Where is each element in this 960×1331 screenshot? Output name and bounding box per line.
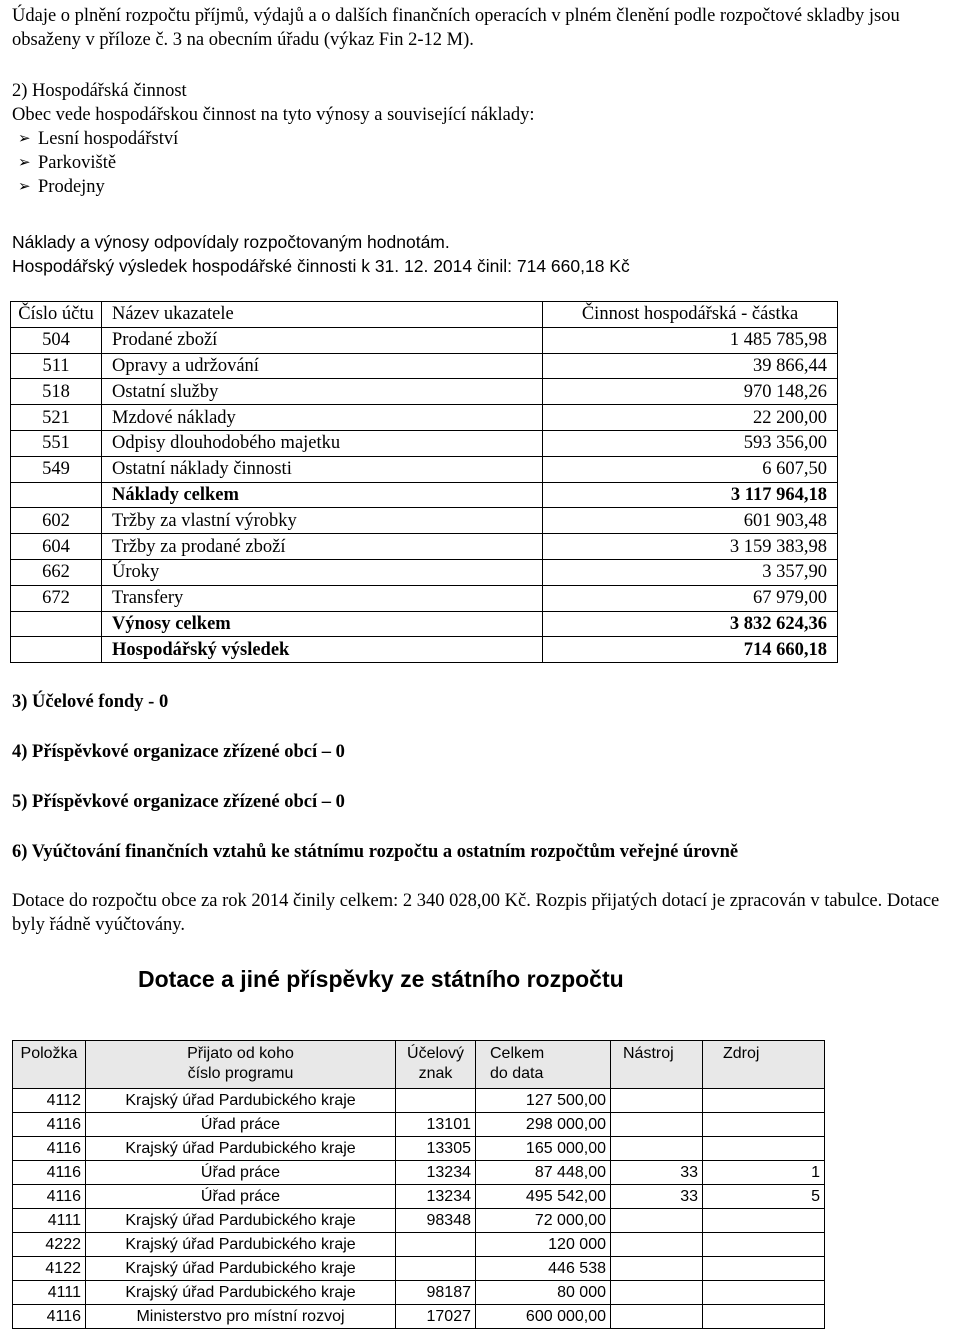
fund-source-cell bbox=[703, 1281, 825, 1305]
table-row bbox=[13, 1305, 825, 1329]
amount-cell: 970 148,26 bbox=[543, 379, 838, 405]
account-number-cell: 604 bbox=[11, 534, 102, 560]
fund-source-cell bbox=[703, 1209, 825, 1233]
indicator-name-cell: Transfery bbox=[102, 585, 543, 611]
amount-cell: 714 660,18 bbox=[543, 637, 838, 663]
purpose-code-cell: 13101 bbox=[396, 1113, 476, 1137]
purpose-code-cell: 13234 bbox=[396, 1161, 476, 1185]
indicator-name-cell: Ostatní náklady činnosti bbox=[102, 456, 543, 482]
section-3-heading: 3) Účelové fondy - 0 bbox=[12, 692, 169, 712]
note-result: Hospodářský výsledek hospodářské činnosti k 31. 12. 2014 činil: 714 660,18 Kč bbox=[12, 256, 630, 276]
amount-cell: 1 485 785,98 bbox=[543, 327, 838, 353]
amount-cell: 22 200,00 bbox=[543, 405, 838, 431]
table-row bbox=[11, 508, 838, 534]
instrument-cell bbox=[611, 1233, 703, 1257]
instrument-cell bbox=[611, 1257, 703, 1281]
subsidies-title: Dotace a jiné příspěvky ze státního rozpočtu bbox=[138, 966, 624, 992]
fund-source-cell bbox=[703, 1305, 825, 1329]
table-row bbox=[13, 1281, 825, 1305]
subsidies-paragraph: Dotace do rozpočtu obce za rok 2014 činily celkem: 2 340 028,00 Kč. Rozpis přijatých dotací je zpracován v tabulce. Dotace byly řádně vyúčtovány. bbox=[12, 891, 940, 935]
source-cell: Ministerstvo pro místní rozvoj bbox=[86, 1305, 396, 1329]
source-cell: Krajský úřad Pardubického kraje bbox=[86, 1137, 396, 1161]
table-row bbox=[13, 1089, 825, 1113]
indicator-name-cell: Odpisy dlouhodobého majetku bbox=[102, 430, 543, 456]
total-cell: 120 000 bbox=[476, 1233, 611, 1257]
activity-list bbox=[18, 127, 178, 199]
table-row bbox=[11, 353, 838, 379]
indicator-name-cell: Ostatní služby bbox=[102, 379, 543, 405]
header-celkem: Celkem do data bbox=[476, 1041, 611, 1089]
intro-paragraph: Údaje o plnění rozpočtu příjmů, výdajů a o dalších finančních operacích v plném členění podle rozpočtové skladby jsou obsaženy v příloze č. 3 na obecním úřadu (výkaz Fin 2-12 M). bbox=[12, 6, 900, 50]
purpose-code-cell: 13234 bbox=[396, 1185, 476, 1209]
header-account-number: Číslo účtu bbox=[11, 302, 102, 328]
source-cell: Úřad práce bbox=[86, 1161, 396, 1185]
subsidies-table bbox=[12, 1040, 825, 1329]
source-cell: Úřad práce bbox=[86, 1185, 396, 1209]
source-cell: Krajský úřad Pardubického kraje bbox=[86, 1233, 396, 1257]
table-header-row bbox=[11, 302, 838, 328]
header-amount: Činnost hospodářská - částka bbox=[543, 302, 838, 328]
instrument-cell bbox=[611, 1305, 703, 1329]
account-number-cell: 504 bbox=[11, 327, 102, 353]
amount-cell: 3 159 383,98 bbox=[543, 534, 838, 560]
source-cell: Krajský úřad Pardubického kraje bbox=[86, 1281, 396, 1305]
purpose-code-cell bbox=[396, 1233, 476, 1257]
section-6-heading: 6) Vyúčtování finančních vztahů ke státnímu rozpočtu a ostatním rozpočtům veřejné úrovně bbox=[12, 842, 739, 862]
amount-cell: 3 117 964,18 bbox=[543, 482, 838, 508]
table-row bbox=[11, 637, 838, 663]
arrow-bullet-icon: ➢ bbox=[18, 131, 31, 147]
account-number-cell bbox=[11, 637, 102, 663]
instrument-cell bbox=[611, 1137, 703, 1161]
instrument-cell bbox=[611, 1209, 703, 1233]
instrument-cell bbox=[611, 1089, 703, 1113]
instrument-cell bbox=[611, 1281, 703, 1305]
indicator-name-cell: Mzdové náklady bbox=[102, 405, 543, 431]
account-number-cell: 662 bbox=[11, 559, 102, 585]
total-cell: 80 000 bbox=[476, 1281, 611, 1305]
section-5-heading: 5) Příspěvkové organizace zřízené obcí – 0 bbox=[12, 792, 345, 812]
arrow-bullet-icon: ➢ bbox=[18, 155, 31, 171]
amount-cell: 593 356,00 bbox=[543, 430, 838, 456]
instrument-cell: 33 bbox=[611, 1185, 703, 1209]
header-ucelovy-znak: Účelový znak bbox=[396, 1041, 476, 1089]
polozka-cell: 4116 bbox=[13, 1113, 86, 1137]
table-row bbox=[13, 1161, 825, 1185]
table-row bbox=[11, 379, 838, 405]
purpose-code-cell: 13305 bbox=[396, 1137, 476, 1161]
table-row bbox=[13, 1233, 825, 1257]
section-4-heading: 4) Příspěvkové organizace zřízené obcí – 0 bbox=[12, 742, 345, 762]
section-2-lead: Obec vede hospodářskou činnost na tyto výnosy a související náklady: bbox=[12, 105, 535, 125]
indicator-name-cell: Náklady celkem bbox=[102, 482, 543, 508]
account-number-cell: 518 bbox=[11, 379, 102, 405]
table-row bbox=[11, 405, 838, 431]
header-zdroj: Zdroj bbox=[703, 1041, 825, 1089]
arrow-bullet-icon: ➢ bbox=[18, 179, 31, 195]
total-cell: 72 000,00 bbox=[476, 1209, 611, 1233]
total-cell: 495 542,00 bbox=[476, 1185, 611, 1209]
instrument-cell bbox=[611, 1113, 703, 1137]
table-row bbox=[11, 559, 838, 585]
amount-cell: 601 903,48 bbox=[543, 508, 838, 534]
total-cell: 87 448,00 bbox=[476, 1161, 611, 1185]
indicator-name-cell: Úroky bbox=[102, 559, 543, 585]
table-row bbox=[11, 482, 838, 508]
polozka-cell: 4222 bbox=[13, 1233, 86, 1257]
header-polozka: Položka bbox=[13, 1041, 86, 1089]
instrument-cell: 33 bbox=[611, 1161, 703, 1185]
total-cell: 446 538 bbox=[476, 1257, 611, 1281]
amount-cell: 3 832 624,36 bbox=[543, 611, 838, 637]
indicator-name-cell: Tržby za prodané zboží bbox=[102, 534, 543, 560]
account-number-cell: 521 bbox=[11, 405, 102, 431]
polozka-cell: 4116 bbox=[13, 1137, 86, 1161]
fund-source-cell bbox=[703, 1257, 825, 1281]
table-row bbox=[13, 1257, 825, 1281]
account-number-cell: 549 bbox=[11, 456, 102, 482]
amount-cell: 3 357,90 bbox=[543, 559, 838, 585]
list-item: ➢ Parkoviště bbox=[18, 153, 117, 173]
fund-source-cell bbox=[703, 1113, 825, 1137]
economic-activity-table bbox=[10, 301, 838, 663]
account-number-cell: 602 bbox=[11, 508, 102, 534]
purpose-code-cell: 98187 bbox=[396, 1281, 476, 1305]
section-2 bbox=[12, 79, 535, 127]
table-header-row bbox=[13, 1041, 825, 1089]
account-number-cell bbox=[11, 611, 102, 637]
account-number-cell: 672 bbox=[11, 585, 102, 611]
table-row bbox=[13, 1185, 825, 1209]
fund-source-cell: 1 bbox=[703, 1161, 825, 1185]
list-item: ➢ Prodejny bbox=[18, 177, 105, 197]
header-indicator-name: Název ukazatele bbox=[102, 302, 543, 328]
table-row bbox=[11, 430, 838, 456]
section-2-notes bbox=[12, 230, 630, 278]
table-row bbox=[11, 456, 838, 482]
purpose-code-cell bbox=[396, 1089, 476, 1113]
indicator-name-cell: Tržby za vlastní výrobky bbox=[102, 508, 543, 534]
table-row bbox=[13, 1137, 825, 1161]
table-row bbox=[11, 611, 838, 637]
purpose-code-cell bbox=[396, 1257, 476, 1281]
indicator-name-cell: Opravy a udržování bbox=[102, 353, 543, 379]
indicator-name-cell: Výnosy celkem bbox=[102, 611, 543, 637]
indicator-name-cell: Prodané zboží bbox=[102, 327, 543, 353]
polozka-cell: 4111 bbox=[13, 1209, 86, 1233]
table-row bbox=[11, 585, 838, 611]
polozka-cell: 4112 bbox=[13, 1089, 86, 1113]
account-number-cell bbox=[11, 482, 102, 508]
source-cell: Krajský úřad Pardubického kraje bbox=[86, 1257, 396, 1281]
total-cell: 298 000,00 bbox=[476, 1113, 611, 1137]
polozka-cell: 4116 bbox=[13, 1305, 86, 1329]
table-row bbox=[11, 534, 838, 560]
indicator-name-cell: Hospodářský výsledek bbox=[102, 637, 543, 663]
fund-source-cell: 5 bbox=[703, 1185, 825, 1209]
polozka-cell: 4116 bbox=[13, 1185, 86, 1209]
header-prijato: Přijato od koho číslo programu bbox=[86, 1041, 396, 1089]
purpose-code-cell: 17027 bbox=[396, 1305, 476, 1329]
fund-source-cell bbox=[703, 1089, 825, 1113]
section-2-heading: 2) Hospodářská činnost bbox=[12, 81, 187, 101]
source-cell: Krajský úřad Pardubického kraje bbox=[86, 1209, 396, 1233]
table-row bbox=[11, 327, 838, 353]
polozka-cell: 4111 bbox=[13, 1281, 86, 1305]
fund-source-cell bbox=[703, 1233, 825, 1257]
list-item: ➢ Lesní hospodářství bbox=[18, 129, 179, 149]
account-number-cell: 551 bbox=[11, 430, 102, 456]
fund-source-cell bbox=[703, 1137, 825, 1161]
table-row bbox=[13, 1209, 825, 1233]
total-cell: 600 000,00 bbox=[476, 1305, 611, 1329]
source-cell: Krajský úřad Pardubického kraje bbox=[86, 1089, 396, 1113]
note-budget: Náklady a výnosy odpovídaly rozpočtovaným hodnotám. bbox=[12, 232, 450, 252]
purpose-code-cell: 98348 bbox=[396, 1209, 476, 1233]
amount-cell: 6 607,50 bbox=[543, 456, 838, 482]
amount-cell: 67 979,00 bbox=[543, 585, 838, 611]
table-row bbox=[13, 1113, 825, 1137]
polozka-cell: 4122 bbox=[13, 1257, 86, 1281]
header-nastroj: Nástroj bbox=[611, 1041, 703, 1089]
amount-cell: 39 866,44 bbox=[543, 353, 838, 379]
total-cell: 165 000,00 bbox=[476, 1137, 611, 1161]
account-number-cell: 511 bbox=[11, 353, 102, 379]
polozka-cell: 4116 bbox=[13, 1161, 86, 1185]
source-cell: Úřad práce bbox=[86, 1113, 396, 1137]
total-cell: 127 500,00 bbox=[476, 1089, 611, 1113]
